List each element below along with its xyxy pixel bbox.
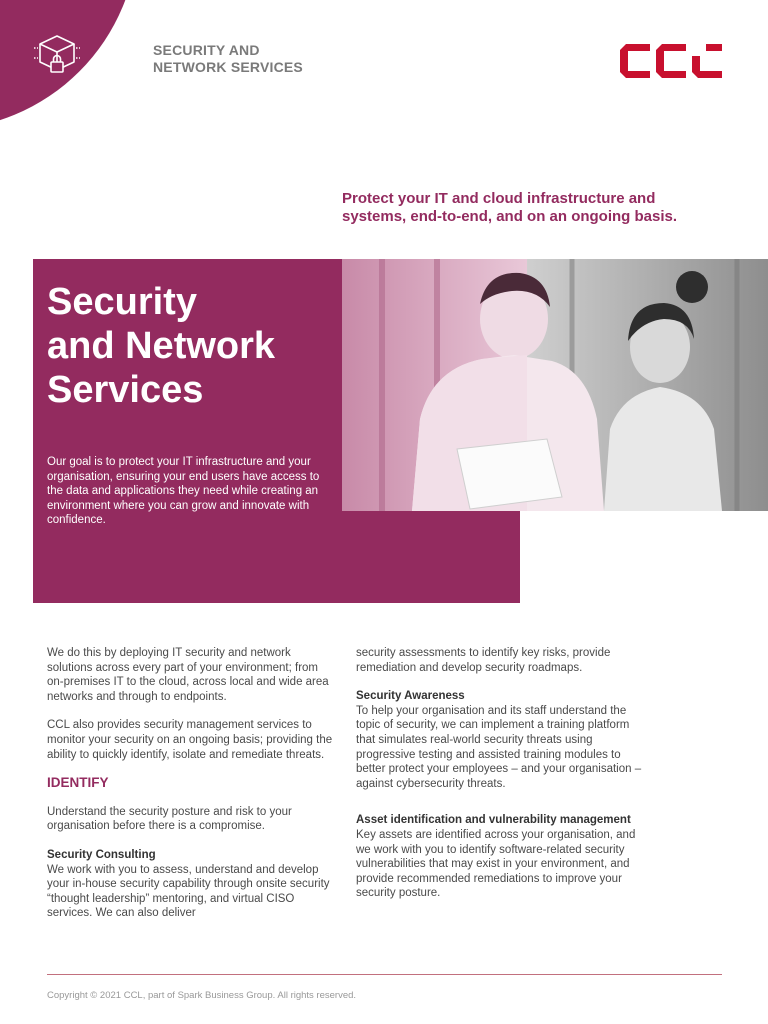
hero-title: [47, 280, 347, 412]
identify-text: Understand the security posture and risk to your organisation before there is a compromise.: [47, 805, 292, 833]
consulting-text: We work with you to assess, understand and develop your in-house security capability through onsite security “thought leadership” mentoring, and virtual CISO services. We can also deliver: [47, 863, 330, 920]
asset-text: Key assets are identified across your organisation, and we work with you to identify software-related security vulnerabilities that may exist in your environment, and provide recommended remediations to improve your security posture.: [356, 828, 636, 900]
awareness-text: To help your organisation and its staff understand the topic of security, we can implement a training platform that simulates real-world security threats using progressive testing and assisted training modules to better protect your employees – and your organisation – against cybersecurity threats.: [356, 704, 642, 790]
left-para1: We do this by deploying IT security and network solutions across every part of your environment; from on-premises IT to the cloud, across local and wide area networks and through to endpoints.: [47, 647, 329, 703]
section-title-line1: SECURITY AND: [153, 42, 260, 58]
left-column: [47, 646, 337, 935]
awareness-heading: Security Awareness: [356, 690, 465, 703]
footer-divider: [47, 974, 722, 975]
secure-box-icon: [32, 30, 82, 80]
asset-heading: Asset identification and vulnerability management: [356, 814, 631, 827]
section-title: [153, 42, 303, 76]
hero-photo: [342, 259, 768, 511]
asset-block: [356, 813, 651, 901]
hero-title-line1: Security: [47, 281, 197, 323]
hero-intro: Our goal is to protect your IT infrastructure and your organisation, ensuring your end users have access to the data and applications they need while creating an environment where you can grow and innovate with confidence.: [47, 456, 320, 527]
consulting-block: [47, 848, 337, 921]
right-column: [356, 646, 651, 915]
awareness-block: [356, 689, 651, 791]
identify-heading: IDENTIFY: [47, 775, 109, 791]
hero-title-line3: Services: [47, 369, 204, 411]
section-title-line2: NETWORK SERVICES: [153, 59, 303, 75]
consulting-cont: security assessments to identify key risks, provide remediation and develop security roadmaps.: [356, 647, 611, 674]
copyright: Copyright © 2021 CCL, part of Spark Business Group. All rights reserved.: [47, 990, 357, 1001]
hero-title-line2: and Network: [47, 325, 276, 367]
left-para2: CCL also provides security management services to monitor your security on an ongoing basis; providing the ability to quickly identify, isolate and remediate threats.: [47, 719, 333, 761]
consulting-heading: Security Consulting: [47, 848, 156, 861]
tagline: Protect your IT and cloud infrastructure and systems, end-to-end, and on an ongoing basis.: [342, 190, 678, 225]
ccl-logo: [620, 44, 722, 78]
